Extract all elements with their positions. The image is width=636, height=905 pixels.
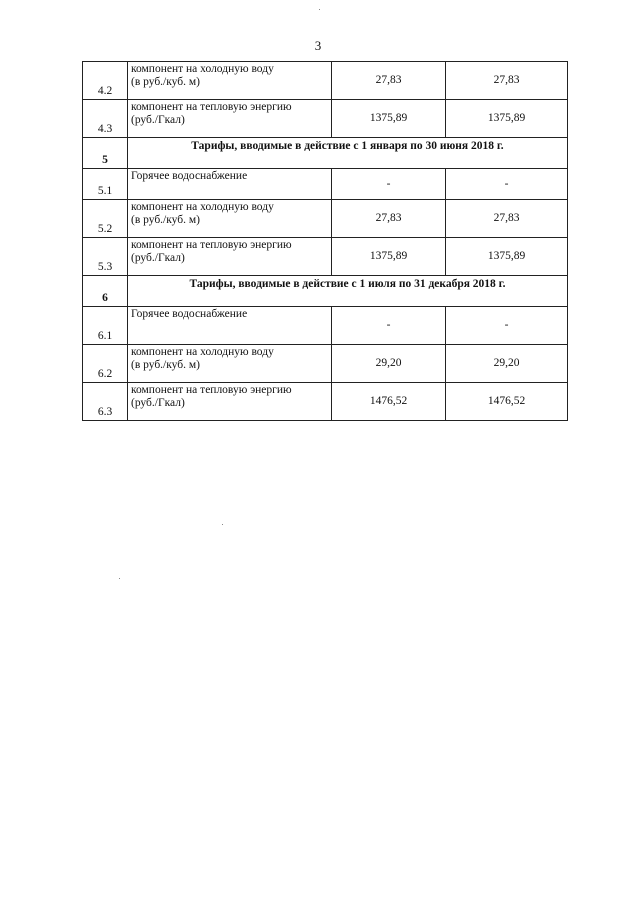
section-number: 6: [83, 276, 128, 307]
description-line: компонент на холодную воду: [131, 63, 274, 75]
section-number: 5: [83, 138, 128, 169]
row-description: [128, 383, 332, 421]
table-row: [83, 62, 568, 100]
scan-speck: [119, 578, 120, 579]
row-description: [128, 200, 332, 238]
value-cell: -: [332, 307, 446, 345]
page-number: 3: [314, 38, 322, 53]
scan-speck: [319, 9, 320, 10]
value-cell: 1375,89: [446, 100, 568, 138]
row-number: 6.2: [83, 345, 128, 383]
row-number: 5.3: [83, 238, 128, 276]
row-number: 6.3: [83, 383, 128, 421]
section-row: [83, 276, 568, 307]
section-row: [83, 138, 568, 169]
row-description: [128, 238, 332, 276]
table-row: [83, 238, 568, 276]
table-row: [83, 200, 568, 238]
value-cell: 29,20: [446, 345, 568, 383]
row-number: 5.1: [83, 169, 128, 200]
table-row: [83, 307, 568, 345]
table-row: [83, 383, 568, 421]
description-line: компонент на холодную воду: [131, 346, 274, 358]
description-line: (руб./Гкал): [131, 252, 185, 264]
value-cell: 27,83: [332, 200, 446, 238]
value-cell: 1476,52: [332, 383, 446, 421]
value-cell: 1375,89: [332, 238, 446, 276]
description-line: (в руб./куб. м): [131, 214, 200, 226]
value-cell: 1375,89: [332, 100, 446, 138]
section-title: Тарифы, вводимые в действие с 1 января по 30 июня 2018 г.: [128, 138, 568, 169]
table-row: [83, 345, 568, 383]
value-cell: -: [332, 169, 446, 200]
value-cell: -: [446, 307, 568, 345]
description-line: (в руб./куб. м): [131, 359, 200, 371]
row-description: [128, 345, 332, 383]
value-cell: 29,20: [332, 345, 446, 383]
table-row: [83, 100, 568, 138]
description-line: Горячее водоснабжение: [131, 308, 248, 320]
row-number: 4.3: [83, 100, 128, 138]
description-line: (руб./Гкал): [131, 114, 185, 126]
tariff-table: [82, 61, 568, 421]
description-line: компонент на тепловую энергию: [131, 239, 292, 251]
value-cell: -: [446, 169, 568, 200]
value-cell: 1476,52: [446, 383, 568, 421]
table-row: [83, 169, 568, 200]
scan-speck: [222, 524, 223, 525]
value-cell: 1375,89: [446, 238, 568, 276]
description-line: (руб./Гкал): [131, 397, 185, 409]
description-line: Горячее водоснабжение: [131, 170, 248, 182]
description-line: компонент на холодную воду: [131, 201, 274, 213]
row-description: [128, 100, 332, 138]
row-description: [128, 307, 332, 345]
row-number: 5.2: [83, 200, 128, 238]
value-cell: 27,83: [332, 62, 446, 100]
value-cell: 27,83: [446, 62, 568, 100]
row-number: 6.1: [83, 307, 128, 345]
section-title: Тарифы, вводимые в действие с 1 июля по 31 декабря 2018 г.: [128, 276, 568, 307]
description-line: компонент на тепловую энергию: [131, 101, 292, 113]
description-line: (в руб./куб. м): [131, 76, 200, 88]
row-number: 4.2: [83, 62, 128, 100]
row-description: [128, 62, 332, 100]
description-line: компонент на тепловую энергию: [131, 384, 292, 396]
row-description: [128, 169, 332, 200]
value-cell: 27,83: [446, 200, 568, 238]
